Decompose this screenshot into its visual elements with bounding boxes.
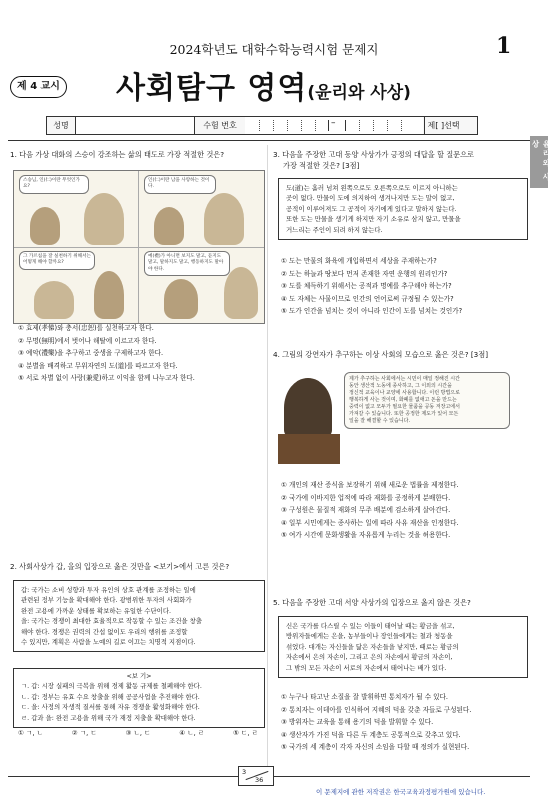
q2-bogi-item: ㄱ. 갑: 시장 실패의 극복을 위해 경제 활동 규제를 철폐해야 한다. (21, 682, 202, 691)
copyright-notice: 이 문제지에 관한 저작권은 한국교육과정평가원에 있습니다. (316, 788, 486, 796)
student-figure (154, 207, 184, 245)
subject-title: 사회탐구 영역 (116, 71, 308, 106)
selection-prefix: 제 (427, 121, 436, 130)
top-divider (8, 140, 530, 141)
q1-options (18, 322, 195, 385)
name-field[interactable] (76, 117, 194, 134)
q1-option[interactable]: ④ 분별을 배격하고 무위자연의 도(道)를 따르고자 한다. (18, 361, 178, 370)
q4-speech-line: 중력이 없고 모두가 필요한 물품을 공동 저장고에서 (349, 404, 460, 410)
selection-bracket[interactable]: [ ] (435, 121, 445, 130)
q5-options (281, 691, 471, 754)
q1-option[interactable]: ② 무명(無明)에서 벗어나 해탈에 이르고자 한다. (18, 336, 157, 345)
q2-bogi-box (13, 668, 265, 728)
page-total: 36 (255, 776, 264, 784)
exam-no-field[interactable] (245, 117, 423, 134)
q2-passage-line: 수 있지만, 계획은 사람을 노예의 길로 이끄는 치명적 지점이다. (21, 638, 196, 647)
q3-passage (278, 178, 528, 240)
q3-option[interactable]: ① 도는 만물의 화육에 개입하면서 세상을 주재하는가? (281, 257, 437, 265)
student-figure (94, 271, 124, 319)
q2-answer[interactable]: ② ㄱ, ㄷ (71, 729, 97, 737)
q3-passage-line: 도(道)는 흘러 넘쳐 왼쪽으로도 오른쪽으로도 이르지 아니하는 (286, 184, 458, 192)
q1-stem: 1. 다음 가상 대화의 스승이 강조하는 삶의 태도로 가장 적절한 것은? (10, 150, 225, 159)
teacher-figure (34, 281, 74, 319)
q1-bubble-2: 인(仁)이란 남을 사랑하는 것이다. (144, 175, 216, 194)
page-number: 1 (496, 33, 512, 59)
q4-speech-line: 제가 추구하는 사회에서는 시민이 매일 정해진 시간 (349, 376, 460, 382)
q5-passage (278, 616, 528, 678)
selection-label (424, 117, 478, 134)
q2-stem: 2. 사회사상가 갑, 을의 입장으로 옳은 것만을 <보기>에서 고른 것은? (10, 562, 230, 571)
q2-passage-line: 완전 고용에 가까운 상태를 확보하는 유일한 수단이다. (21, 606, 172, 615)
q2-answer[interactable]: ⑤ ㄷ, ㄹ (233, 729, 258, 737)
q5-option[interactable]: ② 통치자는 이데아를 인식하여 지혜의 덕을 갖춘 자들로 구성된다. (281, 705, 472, 714)
q2-bogi-item: ㄹ. 갑과 을: 완전 고용을 위해 국가 재정 지출을 확대해야 한다. (21, 713, 196, 722)
exam-no-dash: – (331, 118, 336, 128)
q5-option[interactable]: ④ 생산자가 가진 덕을 다른 두 계층도 공통적으로 갖추고 있다. (281, 730, 461, 739)
q5-option[interactable]: ① 누구나 타고난 소질을 잘 발휘하면 통치자가 될 수 있다. (281, 693, 449, 701)
q2-passage-line: 을: 국가는 경쟁이 최대한 효율적으로 작동할 수 있는 조건을 창출 (21, 617, 202, 626)
q2-answer[interactable]: ① ㄱ, ㄴ (18, 729, 43, 737)
q3-passage-line: 공적이 이루어져도 그 공적이 자기에게 있다고 말하지 않는다. (286, 204, 457, 213)
q4-speech-bubble (344, 372, 510, 429)
q2-passage-line: 관련된 정부 기능을 확대해야 한다. 광범위한 투자의 사회화가 (21, 596, 192, 605)
exam-no-label: 수험 번호 (194, 117, 246, 134)
q2-bogi-item: ㄴ. 갑: 정부는 유효 수요 창출을 위해 공공사업을 추진해야 한다. (21, 692, 200, 701)
page-current: 3 (242, 768, 247, 776)
q5-passage-line: 방위자들에게는 은을, 농부들이나 장인들에게는 철과 청동을 (286, 632, 453, 641)
q4-speech-line: 행복하게 사는 것이며, 화폐를 없애고 돈을 만드는 (349, 397, 457, 403)
page-counter (238, 766, 274, 786)
q5-passage-line: 자손에서 은의 자손이, 그리고 은의 자손에서 황금의 자손이, (286, 653, 453, 662)
student-figure (164, 279, 198, 319)
q3-passage-line: 거느리는 주인이 되려 하지 않는다. (286, 225, 383, 234)
q4-speech-line: 일을 잘 해결할 수 있습니다. (349, 418, 411, 424)
exam-title: 2024학년도 대학수학능력시험 문제지 (169, 42, 379, 57)
q4-figure (278, 372, 508, 468)
q1-bubble-3: 그 가르침을 잘 실천하기 위해서는 어떻게 해야 할까요? (19, 251, 95, 270)
q1-bubble-1: 스승님, 인(仁)이란 무엇인가요? (19, 175, 89, 194)
q4-option[interactable]: ② 국가에 이바지한 업적에 따라 재화를 공정하게 분배한다. (281, 493, 451, 502)
q1-option[interactable]: ③ 예악(禮樂)을 추구하고 중생을 구제하고자 한다. (18, 349, 164, 358)
column-divider (267, 145, 268, 785)
q3-passage-line: 또한 도는 만물을 생기게 하지만 자기 소유로 삼지 않고, 만물을 (286, 215, 461, 224)
student-figure (30, 207, 60, 245)
info-bar (46, 116, 478, 135)
q3-passage-line: 곳이 없다. 만물이 도에 의지하여 생겨나지만 도는 말이 없고, (286, 194, 455, 203)
q4-speech-line: 가져갈 수 있습니다. 또한 공정한 제도가 있어 모든 (349, 411, 459, 417)
q4-speech-line: 동안 생산적 노동에 종사하고, 그 이외의 시간을 (349, 383, 452, 389)
q2-answer[interactable]: ④ ㄴ, ㄹ (179, 729, 205, 737)
q1-bubble-4: 예(禮)가 아니면 보지도 말고, 듣지도 말고, 말하지도 말고, 행동하지도 말아야 한다. (144, 251, 230, 276)
q5-passage-line: 섞었다. 대개는 자신들을 닮은 자손들을 낳지만, 때로는 황금의 (286, 642, 459, 651)
q4-option[interactable]: ① 개인의 재산 증식을 보장하기 위해 새로운 법률을 제정한다. (281, 481, 459, 489)
teacher-figure (204, 193, 244, 245)
speaker-portrait (284, 378, 332, 438)
session-badge: 제 4 교시 (10, 76, 67, 98)
q5-option[interactable]: ⑤ 국가의 세 계층이 각자 자신의 소임을 다할 때 정의가 실현된다. (281, 743, 470, 752)
q3-stem (273, 149, 525, 171)
q1-cartoon (13, 170, 265, 324)
q4-stem: 4. 그림의 강연자가 추구하는 이상 사회의 모습으로 옳은 것은? [3점] (273, 350, 488, 359)
q5-passage-line: 그 밖의 모든 자손이 서로의 자손에서 태어나는 배가 있다. (286, 663, 447, 672)
q2-passage-line: 갑: 국가는 소비 성향과 투자 유인의 상호 관계를 조정하는 일에 (21, 586, 196, 594)
q4-speech-line: 정신적 교육이나 교양에 사용합니다. 이런 방법으로 (349, 390, 460, 396)
q5-stem: 5. 다음을 주장한 고대 서양 사상가의 입장으로 옳지 않은 것은? (273, 598, 471, 607)
q4-option[interactable]: ④ 일부 시민에게는 종사하는 일에 따라 사유 재산을 인정한다. (281, 518, 459, 527)
q4-option[interactable]: ⑤ 여가 시간에 문화생활을 자유롭게 누리는 것을 허용한다. (281, 531, 451, 540)
q3-options (281, 255, 462, 318)
selection-suffix: 선택 (444, 121, 460, 130)
q2-passage (13, 580, 265, 652)
subject-side-tab (530, 136, 551, 188)
side-tab-label: 윤리와 사상 (531, 140, 551, 183)
q3-option[interactable]: ④ 도 자체는 사물이므로 인간의 언어로써 규정될 수 있는가? (281, 294, 454, 303)
q3-stem-line: 3. 다음을 주장한 고대 동양 사상가가 긍정의 대답을 할 질문으로 (273, 150, 475, 159)
q5-option[interactable]: ③ 방위자는 교육을 통해 용기의 덕을 발휘할 수 있다. (281, 718, 434, 727)
q2-passage-line: 해야 한다. 경쟁은 권력의 간섭 없이도 우리의 행위를 조정할 (21, 627, 188, 636)
q2-answer[interactable]: ③ ㄴ, ㄷ (125, 729, 151, 737)
q4-options (281, 479, 459, 542)
subject-subtitle: (윤리와 사상) (307, 83, 411, 103)
q3-option[interactable]: ③ 도를 체득하기 위해서는 공적과 명예를 추구해야 하는가? (281, 282, 452, 291)
q1-option[interactable]: ① 효제(孝悌)와 충서(忠恕)를 실천하고자 한다. (18, 324, 154, 332)
q4-option[interactable]: ③ 구성원은 물질적 재화의 무주 배분에 검소하게 살아간다. (281, 506, 451, 515)
q2-bogi-label: <보 기> (126, 672, 152, 680)
teacher-figure (224, 267, 258, 319)
q3-stem-line: 가장 적절한 것은? [3점] (283, 161, 360, 170)
name-label: 성명 (47, 117, 76, 134)
q3-option[interactable]: ⑤ 도가 인간을 넘치는 것이 아니라 인간이 도를 넘치는 것인가? (281, 307, 463, 316)
teacher-figure (84, 193, 124, 245)
q2-bogi-item: ㄷ. 을: 사정의 자생적 질서를 통해 자유 경쟁을 활성화해야 한다. (21, 703, 200, 712)
q3-option[interactable]: ② 도는 하늘과 땅보다 먼저 존재한 자연 운행의 원리인가? (281, 269, 448, 278)
subject-heading (116, 63, 411, 107)
q2-answers (18, 727, 258, 740)
q1-option[interactable]: ⑤ 서로 차별 없이 사랑(兼愛)하고 이익을 함께 나누고자 한다. (18, 374, 195, 383)
q5-passage-line: 신은 국가를 다스릴 수 있는 이들이 태어날 때는 황금을 섞고, (286, 622, 455, 630)
lectern (278, 434, 340, 464)
